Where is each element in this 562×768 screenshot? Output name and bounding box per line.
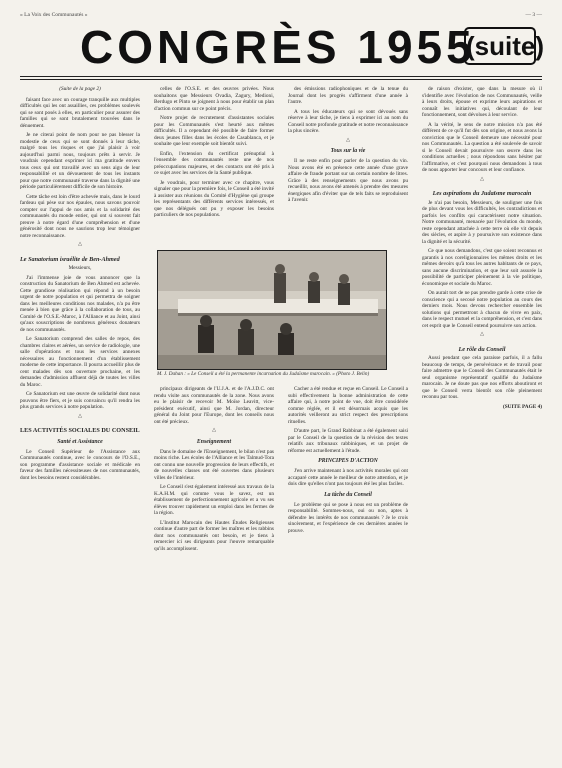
paragraph: Ce Sanatorium est une œuvre de solidarité dont nous pouvons être fiers, et je suis convaincu qu'il rendra les plus grands services à notre population. <box>20 391 140 410</box>
page-number: — 3 — <box>525 12 542 18</box>
section-separator-icon: △ <box>212 428 216 433</box>
section-heading: Enseignement <box>196 438 232 445</box>
section-heading: PRINCIPES D'ACTION <box>318 458 378 464</box>
section-separator-icon: △ <box>78 413 82 419</box>
paragraph: L'Institut Marocain des Hautes Études Religieuses continue d'autre part de former les maîtres et les rabbins dont nos communautés ont besoin, et je tiens à remercier ici ses dirigeants pour l'œuvre remarquable qu'ils accomplissent. <box>154 519 274 552</box>
paragraph: Je n'ai pas besoin, Messieurs, de souligner une fois de plus devant vous les difficultés, les contradictions et parfois les conflits qui caractérisent notre situation. Notre communauté, menacée par l'évolution du monde, reste cependant attachée à cette terre où elle vit depuis des siècles, et aspire à y poursuivre son existence dans la dignité et la sécurité. <box>422 199 542 245</box>
paragraph: Il ne reste enfin pour parler de la question du vin. Nous avons été en présence cette année d'une grave affaire de fraude portant sur un certain nombre de litres. Grâce à des renseignements que nous avons pu recueillir, nous avons été amenés à prendre des mesures énergiques afin d'éviter que de tels faits se reproduisent à l'avenir. <box>288 158 408 203</box>
paragraph: de raison d'exister, que dans la mesure où il s'identifie avec l'évolution de nos Communautés, veille à leurs droits, épouse et exprime leurs aspirations et connaît les initiatives qui, découlant de leur fonctionnement, sont dévolues à leur service. <box>422 86 542 118</box>
headline-title: CONGRÈS 1955 <box>80 21 476 73</box>
paragraph: Le Conseil s'est également intéressé aux travaux de la K.A.H.M. qui comme vous le savez, est un établissement de perfectionnement agricole et a vu ses élèves trouver rapidement un emploi dans les fermes de la région. <box>154 484 274 516</box>
column-3-top <box>288 86 408 246</box>
section-heading: Le rôle du Conseil <box>458 345 506 353</box>
paragraph: A la vérité, le sens de notre mission n'a pas été différent de ce qu'il fut dès son origine, et nous avons la conviction que le Conseil demeure une nécessité pour nos Communautés. La question a été soulevée de savoir si le Conseil devait poursuivre son œuvre dans les conditions actuelles ; nous répondons sans hésiter par l'affirmative, et c'est pourquoi nous demandons à tous de nous apporter leur concours et leur confiance. <box>422 121 542 173</box>
paragraph: faisant face avec un courage tranquille aux multiples difficultés qui les ont assaillies, ces problèmes soulevés qui se sont posés à elles, en particulier pour assurer des familles qui se sont brutalement trouvées dans le dénuement. <box>20 96 140 129</box>
headline-suite-box: (suite) <box>464 27 536 65</box>
paragraph: Cacher a été rendue et reçue en Conseil. Le Conseil a subi effectivement la bonne administration de cette affaire qui, à notre point de vue, doit être considérée comme réglée, et il est désormais acquis que les autorités veilleront au strict respect des prescriptions rituelles. <box>288 386 408 425</box>
paragraph: Le Sanatorium comprend des salles de repos, des chambres claires et aérées, un service de radiologie, une salle d'opérations et tous les services annexes nécessaires au fonctionnement d'un établissement moderne de cette importance. Il pourra accueillir plus de cent malades dès son ouverture prochaine, et les demandes d'admission affluent déjà de toutes les villes du Maroc. <box>20 336 140 388</box>
subsection-heading: La tâche du Conseil <box>324 491 372 498</box>
paragraph: J'ai l'immense joie de vous annoncer que la construction du Sanatorium de Ben Ahmed est achevée. Cette grandiose réalisation qui répond à un besoin urgent de notre population et qui permettra de soigner dans les meilleures conditions nos malades, n'a pu être menée à bien que grâce à la collaboration de tous, au Comité de l'O.S.E.-Maroc, à l'Alliance et au Joint, ainsi qu'aux souscriptions de nombreux généreux donateurs de nos communautés. <box>20 274 140 333</box>
congress-photo <box>157 250 387 370</box>
photo-caption <box>157 371 385 379</box>
section-heading: Les aspirations du Judaïsme marocain <box>432 190 532 197</box>
congress-photo-image <box>158 251 386 369</box>
column-4 <box>422 86 542 756</box>
paragraph: principaux dirigeants de l'U.J.A. et de l'A.J.D.C. ont rendu visite aux communautés de la zone. Nous avons eu le plaisir de recevoir M. Moïse Leavitt, vice-président exécutif, ainsi que M. Jordan, directeur général du Joint pour l'Europe, dont les conseils nous ont été précieux. <box>154 386 274 425</box>
section-heading: Tous sur la vie <box>330 148 366 154</box>
running-header <box>20 10 542 20</box>
paragraph: Notre projet de recrutement d'assistantes sociales pour les Communautés s'est heurté aux mêmes difficultés. Il a cependant été possible de faire former deux jeunes filles dans les écoles de Casablanca, et je souhaite que leur exemple soit bientôt suivi. <box>154 115 274 147</box>
headline-rule <box>20 76 542 77</box>
running-title: « La Voix des Communautés » <box>20 12 88 18</box>
paragraph: J'en arrive maintenant à nos activités morales qui ont accaparé cette année le meilleur de notre attention, et je dois dire qu'elles n'ont pas toujours été les plus faciles. <box>288 468 408 487</box>
paragraph: Je ne citerai point de nom pour ne pas blesser la modestie de ceux qui se sont donnés à leur tâche, malgré tous les risques et que j'ai plaisir à voir aujourd'hui parmi nous, toujours prêts à servir. Je voudrais cependant exprimer ici ma gratitude envers tous ceux qui ont travaillé avec un sens aigu de leur responsabilité et un dévouement de tous les instants pour que notre communauté traverse dans la dignité une période particulièrement difficile de son histoire. <box>20 132 140 190</box>
section-separator-icon: △ <box>480 332 484 337</box>
salutation: Messieurs, <box>68 265 92 271</box>
headline-rule-2 <box>20 79 542 80</box>
paragraph: Enfin, l'extension du certificat prénuptial à l'ensemble des communautés reste une de nos préoccupations majeures, et des contacts ont été pris à ce sujet avec les services de la Santé publique. <box>154 150 274 176</box>
photo-credit: (Photo J. Belin) <box>336 371 370 377</box>
paragraph: Dans le domaine de l'Enseignement, le bilan n'est pas moins riche. Les écoles de l'Alliance et les Talmud-Tora ont connu une nouvelle progression de leurs effectifs, et de nouvelles classes ont été ouvertes dans plusieurs villes de l'intérieur. <box>154 448 274 481</box>
subsection-heading: Santé et Assistance <box>57 438 103 445</box>
section-separator-icon: △ <box>480 176 484 182</box>
paragraph: Le problème qui se pose à nous est un problème de responsabilité. Sommes-nous, oui ou non, aptes à défendre les intérêts de nos communautés ? Je le crois sincèrement, et l'expérience de ces dernières années le prouve. <box>288 501 408 534</box>
column-2-top <box>154 86 274 246</box>
headline <box>20 22 542 72</box>
paragraph: Aussi pendant que cela paraisse parfois, il a fallu beaucoup de temps, de persévérance et de travail pour faire admettre que le Conseil des Communautés était le seul organisme représentatif qualifié du Judaïsme marocain. Je ne doute pas que nos efforts aboutiront et que le Conseil verra bientôt son rôle pleinement reconnu par tous. <box>422 355 542 400</box>
section-separator-icon: △ <box>346 137 350 143</box>
paragraph: Ce que nous demandons, c'est que soient reconnus et garantis à nos coreligionnaires les mêmes droits et les mêmes devoirs qu'à tous les autres habitants de ce pays, sans aucune discrimination, et que leur soit assurée la possibilité de participer pleinement à la vie politique, économique et sociale du Maroc. <box>422 248 542 287</box>
section-heading: LES ACTIVITÉS SOCIALES DU CONSEIL <box>20 427 140 434</box>
column-3-bottom <box>288 386 408 756</box>
paragraph: Le Conseil Supérieur de l'Assistance aux Communautés continue, avec le concours de l'O.S.E., son programme d'assistance sociale et médicale en faveur des familles nécessiteuses de nos communautés, dont les besoins restent considérables. <box>20 448 140 481</box>
continued-from: (Suite de la page 2) <box>59 86 101 92</box>
paragraph: Je voudrais, pour terminer avec ce chapitre, vous signaler que pour la première fois, le Conseil a été invité à assister aux réunions du Comité d'Hygiène qui groupe les représentants des différents services intéressés, et que nos délégués ont pu y exposer les besoins particuliers de nos populations. <box>154 179 274 218</box>
paragraph: Cette tâche est loin d'être achevée mais, dans le lourd fardeau qui pèse sur nos épaules, nous savons pouvoir compter sur l'appui de nos amis et la solidarité des communautés du monde entier, qui ont si souvent fait preuve à notre égard d'une compréhension et d'une générosité dont nous ne saurions trop leur témoigner notre reconnaissance. <box>20 193 140 239</box>
paragraph: D'autre part, le Grand Rabbinat a été également saisi par le Conseil de la question de la révision des textes relatifs aux tribunaux rabbiniques, et un projet de réforme est actuellement à l'étude. <box>288 428 408 454</box>
section-separator-icon: △ <box>78 242 82 247</box>
photo-caption-text: M. J. Dahan : « Le Conseil a été la permanente incarnation du Judaïsme marocain. » <box>157 371 335 377</box>
column-2-bottom <box>154 386 274 756</box>
paragraph: On aurait tort de ne pas prendre garde à cette crise de conscience qui a secoué notre population au cours des derniers mois. Nous devons rechercher ensemble les solutions qui permettront à chacun de vivre en paix, dans le respect mutuel et la compréhension, et c'est dans cet esprit que le Conseil entend poursuivre son action. <box>422 290 542 329</box>
paragraph: des émissions radiophoniques et de la tenue du Journal dont les progrès s'affirment d'une année à l'autre. <box>288 86 408 105</box>
paragraph: celles de l'O.S.E. et des œuvres privées. Nous souhaitons que Messieurs Ovadia, Zagury, Medioni, Berdugo et Pinto se joignent à nous pour établir un plan d'action commun sur ce point précis. <box>154 86 274 112</box>
continued-on: (SUITE PAGE 4) <box>502 403 542 410</box>
column-1 <box>20 86 140 756</box>
section-heading: Le Sanatorium israélite de Ben-Ahmed <box>20 255 120 263</box>
paragraph: A tous les éducateurs qui se sont dévoués sans réserve à leur tâche, je tiens à exprimer ici au nom du Conseil notre profonde gratitude et notre reconnaissance la plus sincère. <box>288 108 408 134</box>
